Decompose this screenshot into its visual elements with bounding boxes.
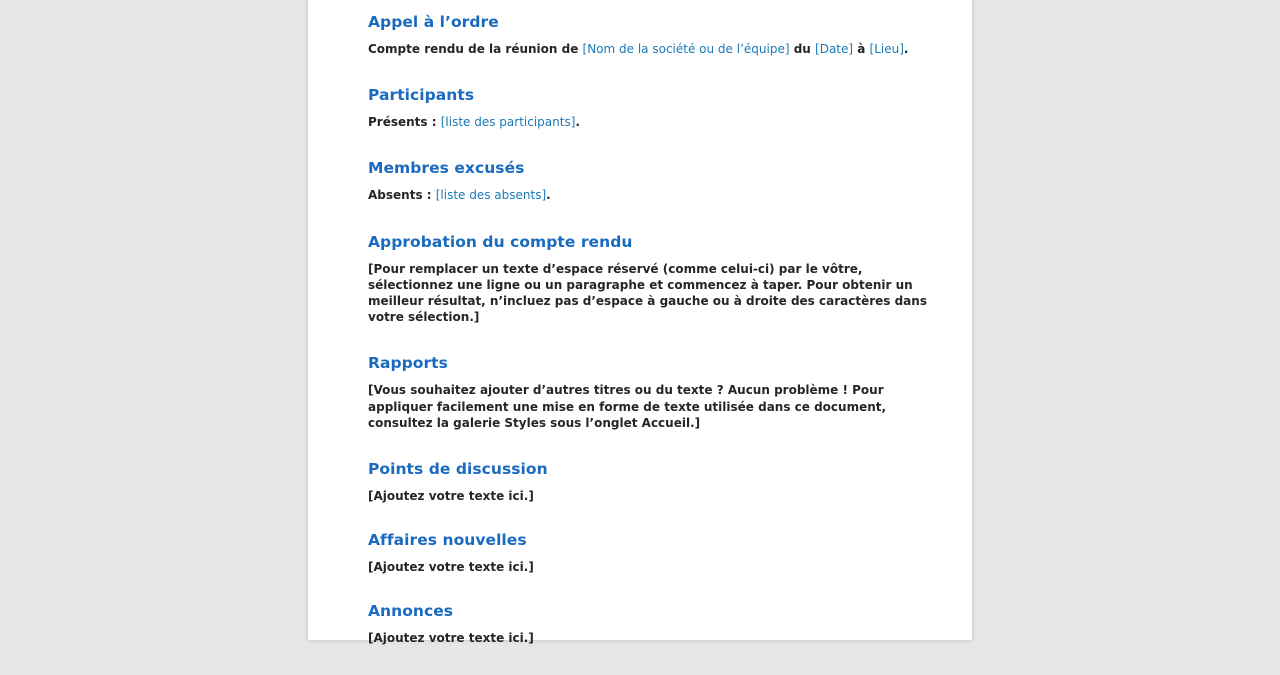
text-run: .: [546, 188, 551, 203]
section-approbation: [368, 232, 928, 326]
placeholder-participants-list[interactable]: [liste des participants]: [440, 115, 576, 130]
paragraph-annonces[interactable]: [Ajoutez votre texte ici.]: [368, 631, 534, 646]
section-affaires-nouvelles: [368, 530, 928, 575]
paragraph-participants[interactable]: [368, 114, 928, 130]
text-run: à: [853, 42, 870, 56]
section-appel-a-l-ordre: [368, 12, 928, 57]
heading-participants[interactable]: Participants: [368, 86, 475, 105]
text-run: du: [789, 42, 816, 56]
placeholder-company-name[interactable]: [Nom de la société ou de l’équipe]: [582, 42, 790, 56]
document-page: [308, 0, 972, 646]
placeholder-absents-list[interactable]: [liste des absents]: [435, 188, 547, 203]
section-points-de-discussion: [368, 459, 928, 504]
section-rapports: [368, 353, 928, 431]
heading-affaires-nouvelles[interactable]: Affaires nouvelles: [368, 531, 527, 550]
paragraph-appel-a-l-ordre[interactable]: [368, 41, 928, 57]
paragraph-approbation[interactable]: [Pour remplacer un texte d’espace réservé (comme celui-ci) par le vôtre, sélectionnez une ligne ou un paragraphe et commencez à taper. Pour obtenir un meilleur résultat, n’incluez pas d’espace à gauche ou à droite des caractères dans votre sélection.]: [368, 261, 927, 325]
heading-appel-a-l-ordre[interactable]: Appel à l’ordre: [368, 13, 499, 31]
heading-annonces[interactable]: Annonces: [368, 602, 454, 621]
heading-points-de-discussion[interactable]: Points de discussion: [368, 460, 548, 479]
paragraph-affaires-nouvelles[interactable]: [Ajoutez votre texte ici.]: [368, 560, 534, 575]
text-run: .: [903, 42, 909, 56]
heading-membres-excuses[interactable]: Membres excusés: [368, 159, 525, 178]
heading-rapports[interactable]: Rapports: [368, 354, 448, 373]
section-participants: [368, 85, 928, 130]
section-membres-excuses: [368, 158, 928, 203]
paragraph-membres-excuses[interactable]: [368, 187, 928, 203]
document-content: [368, 12, 928, 675]
placeholder-location[interactable]: [Lieu]: [869, 42, 904, 56]
text-run: .: [575, 115, 580, 130]
text-run: Absents :: [368, 188, 436, 203]
heading-approbation[interactable]: Approbation du compte rendu: [368, 232, 633, 251]
paragraph-rapports[interactable]: [Vous souhaitez ajouter d’autres titres ou du texte ? Aucun problème ! Pour appliquer facilement une mise en forme de texte utilisée dans ce document, consultez la galerie Styles sous l’onglet Accueil.]: [368, 383, 887, 430]
text-run: Présents :: [368, 115, 441, 130]
text-run: Compte rendu de la réunion de: [368, 42, 583, 56]
placeholder-date[interactable]: [Date]: [815, 42, 854, 56]
paragraph-points-de-discussion[interactable]: [Ajoutez votre texte ici.]: [368, 489, 534, 504]
